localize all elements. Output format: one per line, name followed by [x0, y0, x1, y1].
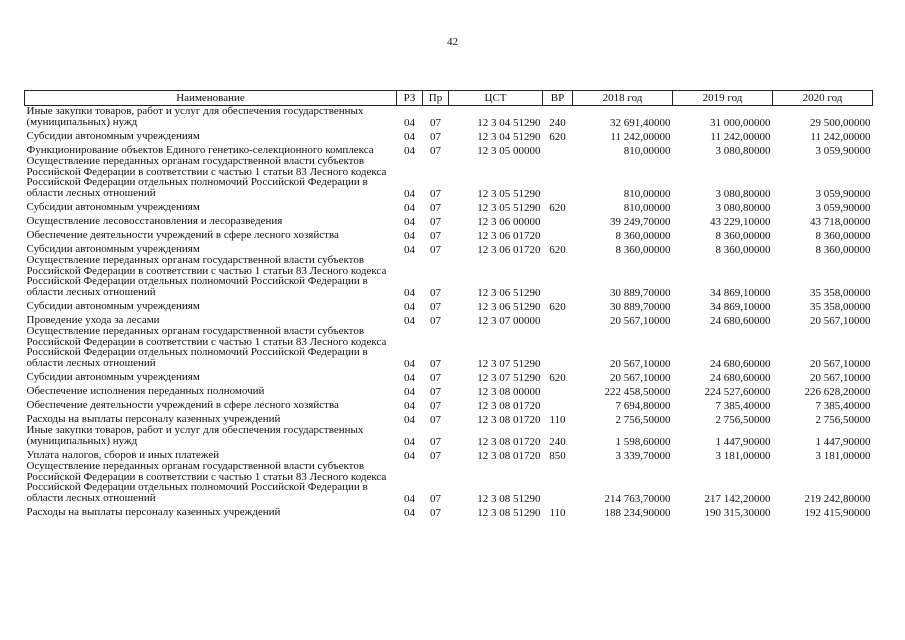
cell-rz: 04	[404, 301, 415, 313]
cell-pr: 07	[430, 202, 441, 214]
cell-name: Иные закупки товаров, работ и услуг для обеспечения государственных (муниципальных) нужд	[26, 105, 364, 128]
cell-vr: 110	[549, 414, 566, 426]
cell-2020: 2 756,50000	[815, 414, 871, 426]
table-row	[25, 312, 873, 326]
table-row	[25, 397, 873, 411]
col-header-name: Наименование	[25, 91, 397, 106]
cell-name: Субсидии автономным учреждениям	[26, 200, 200, 213]
cell-vr: 110	[549, 507, 566, 519]
cell-2019: 3 181,00000	[715, 450, 771, 462]
cell-2019: 3 080,80000	[715, 188, 771, 200]
cell-pr: 07	[430, 301, 441, 313]
cell-2019: 1 447,90000	[715, 436, 771, 448]
cell-2018: 1 598,60000	[615, 436, 671, 448]
cell-2018: 8 360,00000	[615, 244, 671, 256]
cell-pr: 07	[430, 145, 441, 157]
cell-2019: 8 360,00000	[715, 230, 771, 242]
cell-cst: 12 3 07 51290	[477, 358, 541, 370]
cell-2019: 24 680,60000	[710, 315, 771, 327]
cell-name: Субсидии автономным учреждениям	[26, 370, 200, 383]
cell-2020: 219 242,80000	[804, 493, 871, 505]
cell-2018: 30 889,70000	[610, 301, 671, 313]
cell-2018: 20 567,10000	[610, 315, 671, 327]
cell-2020: 226 628,20000	[804, 386, 871, 398]
cell-2018: 30 889,70000	[610, 287, 671, 299]
cell-cst: 12 3 04 51290	[477, 117, 541, 129]
cell-2019: 43 229,10000	[710, 216, 771, 228]
cell-2019: 11 242,00000	[710, 131, 771, 143]
cell-vr	[543, 213, 573, 227]
cell-2020: 20 567,10000	[810, 315, 871, 327]
cell-vr: 240	[549, 117, 566, 129]
table-row	[25, 326, 873, 369]
cell-cst: 12 3 08 51290	[477, 493, 541, 505]
cell-cst: 12 3 06 51290	[477, 301, 541, 313]
budget-table	[24, 90, 873, 518]
cell-name: Расходы на выплаты персоналу казенных учреждений	[26, 505, 281, 518]
cell-cst: 12 3 05 51290	[477, 202, 541, 214]
cell-pr: 07	[430, 117, 441, 129]
table-row	[25, 369, 873, 383]
cell-2018: 810,00000	[623, 202, 671, 214]
cell-2019: 34 869,10000	[710, 301, 771, 313]
table-row	[25, 425, 873, 447]
cell-vr	[543, 312, 573, 326]
cell-name: Субсидии автономным учреждениям	[26, 129, 200, 142]
cell-name: Обеспечение деятельности учреждений в сфере лесного хозяйства	[26, 398, 339, 411]
cell-2020: 3 181,00000	[815, 450, 871, 462]
cell-vr: 850	[549, 450, 566, 462]
cell-name: Расходы на выплаты персоналу казенных учреждений	[26, 412, 281, 425]
cell-cst: 12 3 05 00000	[477, 145, 541, 157]
cell-cst: 12 3 05 51290	[477, 188, 541, 200]
table-row	[25, 504, 873, 518]
col-header-2020: 2020 год	[773, 91, 873, 106]
table-row	[25, 156, 873, 199]
cell-pr: 07	[430, 315, 441, 327]
cell-cst: 12 3 07 00000	[477, 315, 541, 327]
cell-vr	[543, 227, 573, 241]
cell-2018: 222 458,50000	[604, 386, 671, 398]
cell-2020: 29 500,00000	[810, 117, 871, 129]
cell-pr: 07	[430, 131, 441, 143]
cell-2019: 217 142,20000	[704, 493, 771, 505]
cell-pr: 07	[430, 358, 441, 370]
cell-2020: 3 059,90000	[815, 188, 871, 200]
cell-2018: 214 763,70000	[604, 493, 671, 505]
cell-rz: 04	[404, 436, 415, 448]
cell-2020: 20 567,10000	[810, 358, 871, 370]
cell-rz: 04	[404, 145, 415, 157]
cell-rz: 04	[404, 244, 415, 256]
cell-vr	[543, 326, 573, 369]
cell-pr: 07	[430, 188, 441, 200]
cell-2020: 192 415,90000	[804, 507, 871, 519]
table-body	[25, 106, 873, 519]
cell-2020: 8 360,00000	[815, 230, 871, 242]
table-row	[25, 383, 873, 397]
cell-2019: 3 080,80000	[715, 202, 771, 214]
cell-vr: 620	[549, 131, 566, 143]
cell-name: Осуществление переданных органам государственной власти субъектов Российской Федерации в соответствии с частью 1 статьи 83 Лесного кодекса Российской Федерации отдельных полномочий Российской Федерации в области лесных отношений	[26, 460, 387, 504]
cell-vr: 620	[549, 372, 566, 384]
table-row	[25, 128, 873, 142]
cell-cst: 12 3 08 01720	[477, 400, 541, 412]
cell-pr: 07	[430, 244, 441, 256]
cell-cst: 12 3 08 51290	[477, 507, 541, 519]
cell-name: Проведение ухода за лесами	[26, 313, 160, 326]
cell-cst: 12 3 08 01720	[477, 414, 541, 426]
cell-2020: 1 447,90000	[815, 436, 871, 448]
cell-2020: 8 360,00000	[815, 244, 871, 256]
cell-vr	[543, 461, 573, 504]
cell-vr	[543, 255, 573, 298]
cell-rz: 04	[404, 216, 415, 228]
col-header-2018: 2018 год	[573, 91, 673, 106]
cell-2018: 7 694,80000	[615, 400, 671, 412]
table-row	[25, 298, 873, 312]
cell-2020: 20 567,10000	[810, 372, 871, 384]
cell-name: Иные закупки товаров, работ и услуг для обеспечения государственных (муниципальных) нужд	[26, 424, 364, 447]
cell-pr: 07	[430, 450, 441, 462]
cell-cst: 12 3 08 01720	[477, 450, 541, 462]
col-header-cst: ЦСТ	[449, 91, 543, 106]
cell-rz: 04	[404, 400, 415, 412]
cell-name: Осуществление лесовосстановления и лесоразведения	[26, 214, 283, 227]
cell-rz: 04	[404, 450, 415, 462]
cell-name: Субсидии автономным учреждениям	[26, 299, 200, 312]
cell-rz: 04	[404, 507, 415, 519]
cell-vr: 620	[549, 301, 566, 313]
cell-pr: 07	[430, 414, 441, 426]
cell-2018: 39 249,70000	[610, 216, 671, 228]
cell-rz: 04	[404, 117, 415, 129]
cell-rz: 04	[404, 188, 415, 200]
cell-2020: 7 385,40000	[815, 400, 871, 412]
cell-name: Функционирование объектов Единого генетико-селекционного комплекса	[26, 143, 374, 156]
table-row	[25, 227, 873, 241]
table-row	[25, 241, 873, 255]
cell-2018: 20 567,10000	[610, 358, 671, 370]
table-row	[25, 411, 873, 425]
cell-vr	[543, 383, 573, 397]
cell-vr: 240	[549, 436, 566, 448]
cell-2020: 3 059,90000	[815, 202, 871, 214]
cell-2019: 190 315,30000	[704, 507, 771, 519]
cell-vr: 620	[549, 244, 566, 256]
table-row	[25, 461, 873, 504]
cell-name: Обеспечение исполнения переданных полномочий	[26, 384, 265, 397]
table-header-row	[25, 91, 873, 106]
cell-pr: 07	[430, 493, 441, 505]
cell-rz: 04	[404, 230, 415, 242]
cell-rz: 04	[404, 372, 415, 384]
cell-2019: 7 385,40000	[715, 400, 771, 412]
cell-2019: 34 869,10000	[710, 287, 771, 299]
cell-2018: 11 242,00000	[610, 131, 671, 143]
cell-name: Обеспечение деятельности учреждений в сфере лесного хозяйства	[26, 228, 339, 241]
cell-pr: 07	[430, 436, 441, 448]
cell-pr: 07	[430, 400, 441, 412]
cell-2020: 11 242,00000	[810, 131, 871, 143]
table-row	[25, 213, 873, 227]
cell-rz: 04	[404, 414, 415, 426]
cell-name: Субсидии автономным учреждениям	[26, 242, 200, 255]
table-row	[25, 199, 873, 213]
cell-rz: 04	[404, 493, 415, 505]
cell-2018: 810,00000	[623, 145, 671, 157]
cell-vr	[543, 156, 573, 199]
cell-cst: 12 3 06 00000	[477, 216, 541, 228]
cell-cst: 12 3 06 01720	[477, 244, 541, 256]
cell-2018: 3 339,70000	[615, 450, 671, 462]
cell-2019: 31 000,00000	[710, 117, 771, 129]
cell-2018: 32 691,40000	[610, 117, 671, 129]
cell-rz: 04	[404, 386, 415, 398]
cell-rz: 04	[404, 287, 415, 299]
cell-name: Осуществление переданных органам государственной власти субъектов Российской Федерации в соответствии с частью 1 статьи 83 Лесного кодекса Российской Федерации отдельных полномочий Российской Федерации в области лесных отношений	[26, 325, 387, 369]
cell-rz: 04	[404, 358, 415, 370]
col-header-rz: РЗ	[397, 91, 423, 106]
cell-2020: 35 358,00000	[810, 301, 871, 313]
cell-name: Осуществление переданных органам государственной власти субъектов Российской Федерации в соответствии с частью 1 статьи 83 Лесного кодекса Российской Федерации отдельных полномочий Российской Федерации в области лесных отношений	[26, 254, 387, 298]
cell-vr	[543, 142, 573, 156]
cell-2020: 3 059,90000	[815, 145, 871, 157]
cell-pr: 07	[430, 386, 441, 398]
cell-rz: 04	[404, 315, 415, 327]
cell-name: Уплата налогов, сборов и иных платежей	[26, 448, 220, 461]
cell-pr: 07	[430, 230, 441, 242]
cell-vr	[543, 397, 573, 411]
cell-cst: 12 3 08 00000	[477, 386, 541, 398]
cell-2019: 24 680,60000	[710, 358, 771, 370]
col-header-pr: Пр	[423, 91, 449, 106]
cell-cst: 12 3 04 51290	[477, 131, 541, 143]
table-row	[25, 447, 873, 461]
col-header-2019: 2019 год	[673, 91, 773, 106]
table-row	[25, 255, 873, 298]
cell-2019: 224 527,60000	[704, 386, 771, 398]
cell-2018: 2 756,50000	[615, 414, 671, 426]
cell-2018: 8 360,00000	[615, 230, 671, 242]
cell-2019: 2 756,50000	[715, 414, 771, 426]
cell-2019: 8 360,00000	[715, 244, 771, 256]
table-row	[25, 106, 873, 129]
cell-cst: 12 3 08 01720	[477, 436, 541, 448]
cell-cst: 12 3 07 51290	[477, 372, 541, 384]
cell-rz: 04	[404, 131, 415, 143]
cell-2018: 188 234,90000	[604, 507, 671, 519]
col-header-vr: ВР	[543, 91, 573, 106]
cell-pr: 07	[430, 372, 441, 384]
cell-2019: 3 080,80000	[715, 145, 771, 157]
cell-2020: 35 358,00000	[810, 287, 871, 299]
cell-pr: 07	[430, 507, 441, 519]
cell-name: Осуществление переданных органам государственной власти субъектов Российской Федерации в соответствии с частью 1 статьи 83 Лесного кодекса Российской Федерации отдельных полномочий Российской Федерации в области лесных отношений	[26, 155, 387, 199]
cell-rz: 04	[404, 202, 415, 214]
cell-cst: 12 3 06 01720	[477, 230, 541, 242]
cell-2019: 24 680,60000	[710, 372, 771, 384]
cell-2018: 20 567,10000	[610, 372, 671, 384]
cell-cst: 12 3 06 51290	[477, 287, 541, 299]
cell-2018: 810,00000	[623, 188, 671, 200]
page-number: 42	[447, 36, 458, 48]
cell-pr: 07	[430, 287, 441, 299]
cell-pr: 07	[430, 216, 441, 228]
cell-vr: 620	[549, 202, 566, 214]
cell-2020: 43 718,00000	[810, 216, 871, 228]
table-row	[25, 142, 873, 156]
